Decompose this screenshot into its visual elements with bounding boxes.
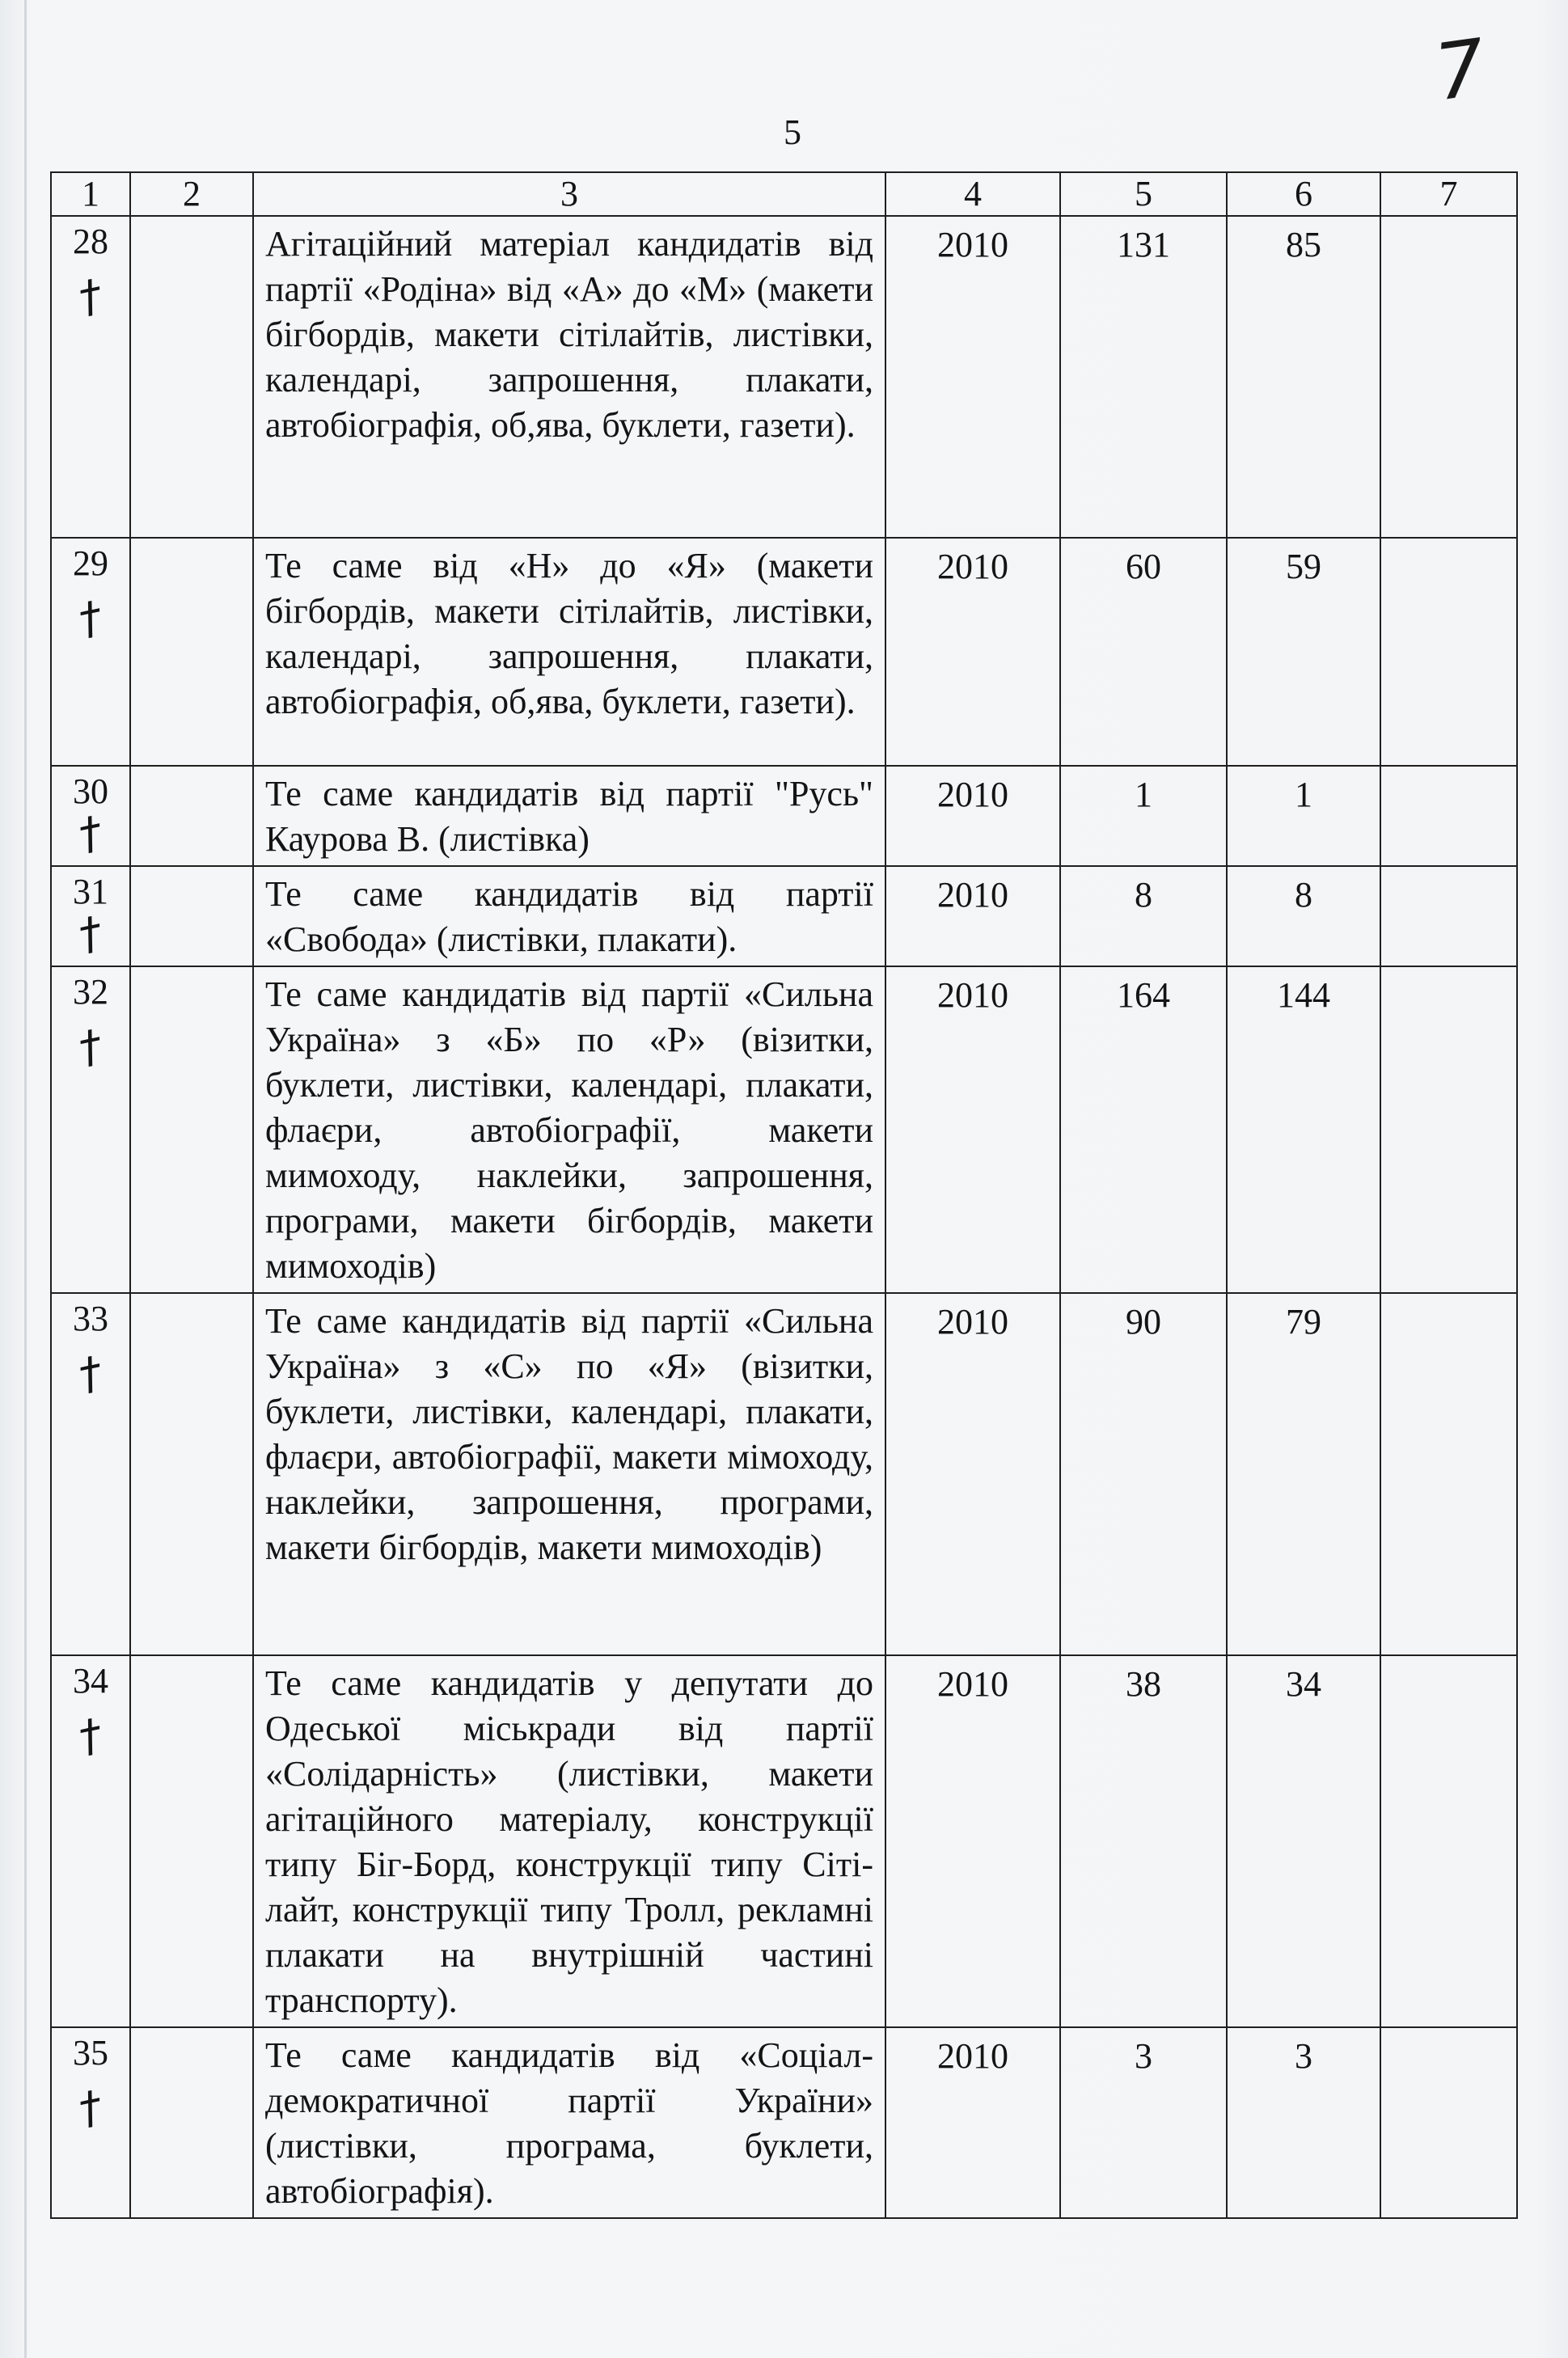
row-number: 28: [73, 222, 108, 261]
row-number-cell: [51, 216, 130, 538]
year-cell: 2010: [885, 538, 1060, 766]
year-cell: 2010: [885, 1293, 1060, 1655]
col7-cell: [1380, 216, 1517, 538]
row-number: 34: [73, 1661, 108, 1701]
col6-cell: 59: [1227, 538, 1380, 766]
row-number: 29: [73, 543, 108, 583]
header-col-6: 6: [1227, 172, 1380, 216]
col5-cell: 164: [1060, 966, 1227, 1293]
table-row: [51, 2027, 1517, 2218]
col2-cell: [130, 2027, 253, 2218]
col7-cell: [1380, 538, 1517, 766]
check-mark: †: [74, 1708, 107, 1764]
folio-number: [1429, 22, 1516, 128]
row-number: 35: [73, 2033, 108, 2073]
check-mark: †: [74, 590, 107, 646]
check-mark: †: [74, 268, 107, 324]
year-cell: 2010: [885, 2027, 1060, 2218]
row-number-cell: [51, 866, 130, 966]
row-number: 31: [73, 872, 108, 911]
year-cell: 2010: [885, 1655, 1060, 2027]
description-cell: Те саме кандидатів від партії "Русь" Каурова В. (листівка): [253, 766, 885, 866]
col6-cell: 79: [1227, 1293, 1380, 1655]
description-cell: Те саме кандидатів від «Соціал-демократичної партії України» (листівки, програма, буклети, автобіографія).: [253, 2027, 885, 2218]
description-cell: Те саме кандидатів у депутати до Одеської міськради від партії «Солідарність» (листівки, макети агітаційного матеріалу, конструкції типу Біг-Борд, конструкції типу Сіті-лайт, конструкції типу Тролл, рекламні плакати на внутрішній частині транспорту).: [253, 1655, 885, 2027]
inventory-table: [50, 171, 1518, 2219]
binding-edge: [24, 0, 27, 2358]
col5-cell: 8: [1060, 866, 1227, 966]
col5-cell: 90: [1060, 1293, 1227, 1655]
check-mark: †: [74, 805, 107, 861]
col2-cell: [130, 538, 253, 766]
header-col-5: 5: [1060, 172, 1227, 216]
description-cell: Те саме кандидатів від партії «Свобода» (листівки, плакати).: [253, 866, 885, 966]
col2-cell: [130, 1293, 253, 1655]
table-row: [51, 216, 1517, 538]
col6-cell: 8: [1227, 866, 1380, 966]
check-mark: †: [74, 1019, 107, 1075]
col5-cell: 131: [1060, 216, 1227, 538]
row-number-cell: [51, 966, 130, 1293]
year-cell: 2010: [885, 766, 1060, 866]
year-cell: 2010: [885, 866, 1060, 966]
description-cell: Те саме кандидатів від партії «Сильна Україна» з «Б» по «Р» (візитки, буклети, листівки, календарі, плакати, флаєри, автобіографії, макети мимоходу, наклейки, запрошення, програми, макети бігбордів, макети мимоходів): [253, 966, 885, 1293]
check-mark: †: [74, 906, 107, 961]
year-cell: 2010: [885, 216, 1060, 538]
col5-cell: 60: [1060, 538, 1227, 766]
col7-cell: [1380, 1655, 1517, 2027]
header-col-3: 3: [253, 172, 885, 216]
row-number-cell: [51, 1293, 130, 1655]
col6-cell: 34: [1227, 1655, 1380, 2027]
folio-handwritten: 7: [1429, 22, 1491, 119]
col6-cell: 1: [1227, 766, 1380, 866]
col6-cell: 144: [1227, 966, 1380, 1293]
description-cell: Те саме від «Н» до «Я» (макети бігбордів, макети сітілайтів, листівки, календарі, запрошення, плакати, автобіографія, об,ява, буклети, газети).: [253, 538, 885, 766]
row-number: 33: [73, 1299, 108, 1338]
col6-cell: 85: [1227, 216, 1380, 538]
row-number-cell: [51, 1655, 130, 2027]
col7-cell: [1380, 2027, 1517, 2218]
header-col-4: 4: [885, 172, 1060, 216]
table-row: [51, 866, 1517, 966]
col2-cell: [130, 1655, 253, 2027]
row-number: 30: [73, 771, 108, 811]
col7-cell: [1380, 1293, 1517, 1655]
col2-cell: [130, 866, 253, 966]
header-row: [51, 172, 1517, 216]
col6-cell: 3: [1227, 2027, 1380, 2218]
description-cell: Те саме кандидатів від партії «Сильна Україна» з «С» по «Я» (візитки, буклети, листівки, календарі, плакати, флаєри, автобіографії, макети мімоходу, наклейки, запрошення, програми, макети бігбордів, макети мимоходів): [253, 1293, 885, 1655]
table-row: [51, 766, 1517, 866]
header-col-7: 7: [1380, 172, 1517, 216]
table-row: [51, 538, 1517, 766]
year-cell: 2010: [885, 966, 1060, 1293]
row-number: 32: [73, 972, 108, 1012]
check-mark: †: [74, 1346, 107, 1401]
row-number-cell: [51, 538, 130, 766]
header-col-2: 2: [130, 172, 253, 216]
col2-cell: [130, 766, 253, 866]
page-number: 5: [784, 112, 801, 152]
table-row: [51, 1655, 1517, 2027]
col7-cell: [1380, 766, 1517, 866]
table-row: [51, 966, 1517, 1293]
col7-cell: [1380, 866, 1517, 966]
header-col-1: 1: [51, 172, 130, 216]
description-cell: Агітаційний матеріал кандидатів від партії «Родіна» від «А» до «М» (макети бігбордів, макети сітілайтів, листівки, календарі, запрошення, плакати, автобіографія, об,ява, буклети, газети).: [253, 216, 885, 538]
col2-cell: [130, 216, 253, 538]
col5-cell: 38: [1060, 1655, 1227, 2027]
col7-cell: [1380, 966, 1517, 1293]
row-number-cell: [51, 766, 130, 866]
col2-cell: [130, 966, 253, 1293]
col5-cell: 1: [1060, 766, 1227, 866]
check-mark: †: [74, 2080, 107, 2136]
col5-cell: 3: [1060, 2027, 1227, 2218]
table-row: [51, 1293, 1517, 1655]
row-number-cell: [51, 2027, 130, 2218]
